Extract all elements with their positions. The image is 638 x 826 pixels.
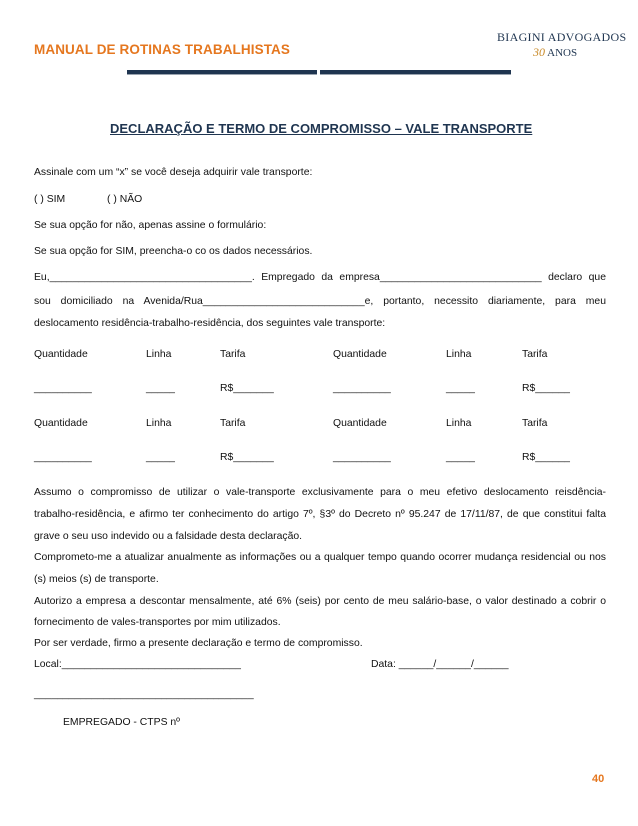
instruction-text: Assinale com um “x” se você deseja adquirir vale transporte:: [34, 167, 313, 178]
table-header-quantidade-4: Quantidade: [333, 418, 387, 429]
table-header-tarifa-4: Tarifa: [522, 418, 548, 429]
table-blank-quantidade-2: __________: [333, 383, 391, 394]
table-blank-quantidade-4: __________: [333, 452, 391, 463]
biagini-logo: [497, 30, 627, 66]
table-header-linha-1: Linha: [146, 349, 172, 360]
commitment-line-2: trabalho-residência, e afirmo ter conhecimento do artigo 7º, §3º do Decreto nº 95.247 de 17/11/87, de que constitui falta: [34, 509, 606, 520]
option-sim: ( ) SIM: [34, 194, 66, 205]
table-blank-linha-4: _____: [446, 452, 475, 463]
logo-name: BIAGINI ADVOGADOS: [497, 30, 627, 44]
table-blank-tarifa-4: R$______: [522, 452, 570, 463]
declaration-line-2: sou domiciliado na Avenida/Rua____________________________e, portanto, necessito diariamente, para meu: [34, 296, 606, 307]
authorization-line-2: fornecimento de vales-transportes por mim utilizados.: [34, 617, 281, 628]
commitment-line-3: grave o seu uso indevido ou a falsidade desta declaração.: [34, 531, 303, 542]
logo-number: 30: [533, 45, 545, 59]
page-number: 40: [592, 773, 605, 785]
document-title: DECLARAÇÃO E TERMO DE COMPROMISSO – VALE TRANSPORTE: [110, 121, 533, 136]
table-blank-linha-2: _____: [446, 383, 475, 394]
table-blank-tarifa-2: R$______: [522, 383, 570, 394]
table-blank-linha-3: _____: [146, 452, 175, 463]
closing-statement: Por ser verdade, firmo a presente declaração e termo de compromisso.: [34, 638, 363, 649]
logo-years-label: ANOS: [547, 47, 578, 59]
option-nao: ( ) NÃO: [107, 194, 143, 205]
update-line-2: (s) meios (s) de transporte.: [34, 574, 159, 585]
declaration-line-3: deslocamento residência-trabalho-residência, dos seguintes vale transporte:: [34, 318, 386, 329]
table-blank-tarifa-1: R$_______: [220, 383, 274, 394]
signature-label: EMPREGADO - CTPS nº: [63, 717, 180, 728]
table-header-tarifa-3: Tarifa: [220, 418, 246, 429]
signature-line: ______________________________________: [34, 689, 254, 700]
table-header-quantidade-1: Quantidade: [34, 349, 88, 360]
local-field: Local:_______________________________: [34, 659, 241, 670]
table-header-linha-3: Linha: [146, 418, 172, 429]
manual-title: MANUAL DE ROTINAS TRABALHISTAS: [34, 42, 290, 57]
table-header-quantidade-2: Quantidade: [333, 349, 387, 360]
header-rule-shadow-left: [127, 74, 317, 75]
date-field: Data: ______/______/______: [371, 659, 509, 670]
commitment-line-1: Assumo o compromisso de utilizar o vale-transporte exclusivamente para o meu efetivo deslocamento reisdência-: [34, 487, 606, 498]
table-header-linha-4: Linha: [446, 418, 472, 429]
table-header-linha-2: Linha: [446, 349, 472, 360]
table-blank-linha-1: _____: [146, 383, 175, 394]
note-no: Se sua opção for não, apenas assine o formulário:: [34, 220, 267, 231]
declaration-line-1: Eu,___________________________________. Empregado da empresa____________________________ declaro que: [34, 272, 606, 283]
table-blank-quantidade-1: __________: [34, 383, 92, 394]
table-blank-quantidade-3: __________: [34, 452, 92, 463]
update-line-1: Comprometo-me a atualizar anualmente as informações ou a qualquer tempo quando ocorrer mudança residencial ou nos: [34, 552, 606, 563]
note-yes: Se sua opção for SIM, preencha-o co os dados necessários.: [34, 246, 313, 257]
table-blank-tarifa-3: R$_______: [220, 452, 274, 463]
table-header-quantidade-3: Quantidade: [34, 418, 88, 429]
header-rule-shadow-right: [320, 74, 511, 75]
table-header-tarifa-1: Tarifa: [220, 349, 246, 360]
authorization-line-1: Autorizo a empresa a descontar mensalmente, até 6% (seis) por cento de meu salário-base, o valor destinado a cobrir o: [34, 596, 606, 607]
logo-years: [533, 45, 577, 60]
table-header-tarifa-2: Tarifa: [522, 349, 548, 360]
